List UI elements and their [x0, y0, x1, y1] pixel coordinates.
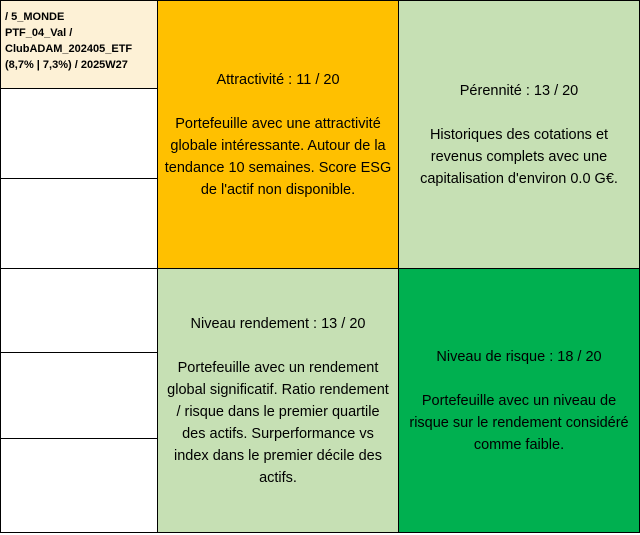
- attractivite-title: Attractivité : 11 / 20: [216, 71, 340, 88]
- portfolio-header: [0, 0, 158, 89]
- rendement-title: Niveau rendement : 13 / 20: [190, 315, 366, 332]
- blank-cell-4: [0, 352, 158, 439]
- blank-cell-3: [0, 268, 158, 353]
- risque-title: Niveau de risque : 18 / 20: [436, 348, 602, 365]
- risque-description: Portefeuille avec un niveau de risque sur le rendement considéré comme faible.: [409, 392, 629, 453]
- perennite-description: Historiques des cotations et revenus complets avec une capitalisation d'environ 0.0 G€.: [420, 126, 618, 187]
- header-line-market: / 5_MONDE: [5, 11, 65, 23]
- risque-panel: [398, 268, 640, 533]
- rendement-description: Portefeuille avec un rendement global significatif. Ratio rendement / risque dans le premier quartile des actifs. Surperformance vs index dans le premier décile des actifs.: [167, 359, 389, 486]
- perennite-title: Pérennité : 13 / 20: [459, 82, 579, 99]
- perennite-panel: [398, 0, 640, 269]
- attractivite-description: Portefeuille avec une attractivité globale intéressante. Autour de la tendance 10 semaines. Score ESG de l'actif non disponible.: [164, 115, 392, 198]
- header-line-portfolio: PTF_04_Val /: [5, 27, 73, 39]
- blank-cell-1: [0, 88, 158, 179]
- rendement-panel: [157, 268, 399, 533]
- blank-cell-2: [0, 178, 158, 269]
- attractivite-panel: [157, 0, 399, 269]
- blank-cell-5: [0, 438, 158, 533]
- header-line-performance: (8,7% | 7,3%) / 2025W27: [5, 59, 128, 71]
- header-line-club: ClubADAM_202405_ETF: [5, 43, 133, 55]
